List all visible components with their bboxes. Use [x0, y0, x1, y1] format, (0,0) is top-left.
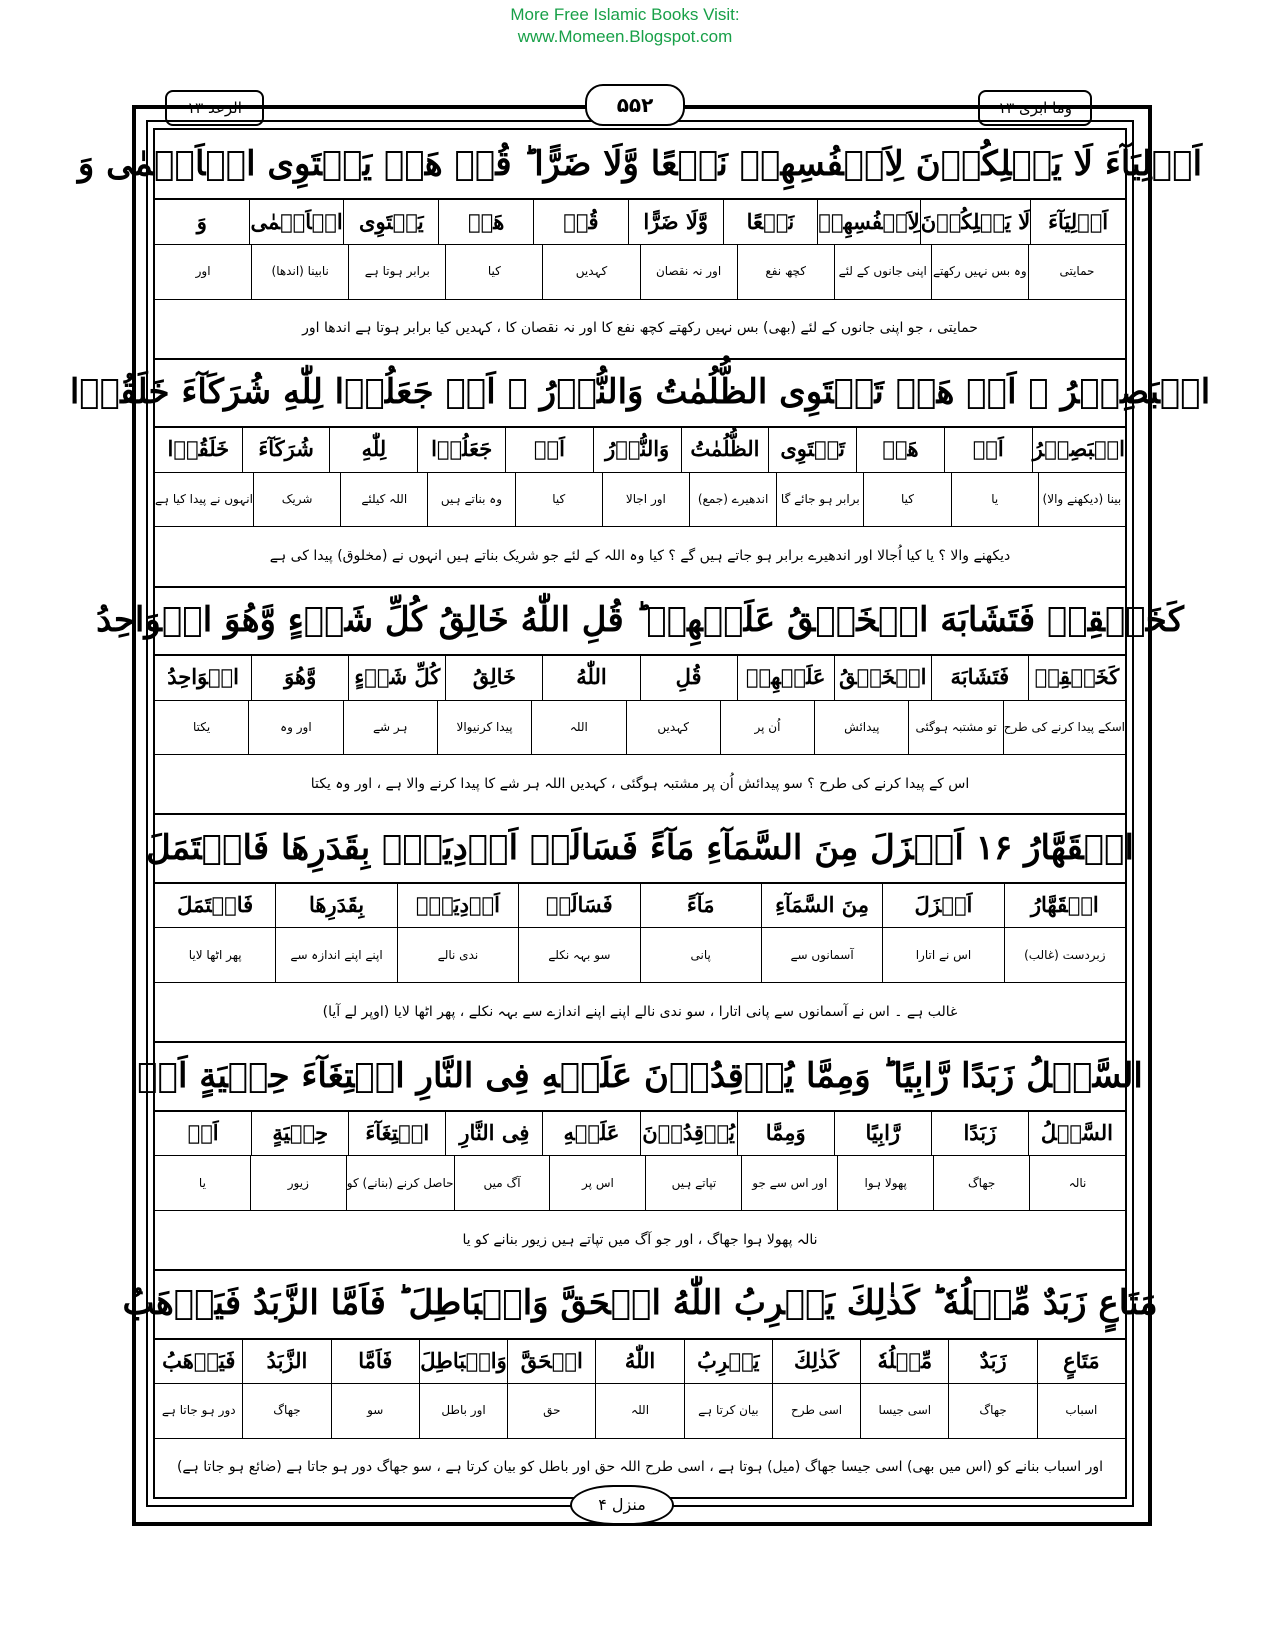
- word-cell: بِقَدَرِهَا: [275, 882, 396, 928]
- meaning-cell: اور نہ نقصان: [640, 244, 737, 299]
- meaning-cell: اسکے پیدا کرنے کی طرح: [1003, 700, 1125, 755]
- word-cell: الزَّبَدُ: [242, 1338, 330, 1384]
- verse-line: اَوۡلِيَآءَ لَا يَمۡلِكُوۡنَ لِاَنۡفُسِهِمۡ نَفۡعًا وَّلَا ضَرًّا ؕ قُلۡ هَلۡ يَسۡتَوِى الۡاَعۡمٰى وَ: [155, 130, 1125, 200]
- word-cell: كَذٰلِكَ: [772, 1338, 860, 1384]
- word-cell: لَا يَمۡلِكُوۡنَ: [920, 198, 1031, 244]
- meaning-cell: یا: [951, 472, 1038, 527]
- meaning-cell: آسمانوں سے: [761, 927, 882, 982]
- word-cell: هَلۡ: [438, 198, 533, 244]
- meaning-cell: شریک: [253, 472, 340, 527]
- word-cell: خَلَقُوۡا: [167, 436, 230, 462]
- word-row: [155, 1110, 1125, 1157]
- word-cell: نَفۡعًا: [723, 198, 818, 244]
- translation-line: غالب ہے ۔ اس نے آسمانوں سے پانی اتارا ، سو ندی نالے اپنے اپنے اندازے سے بہہ نکلے ، پھر اٹھا لایا (اوپر لے آیا): [155, 982, 1125, 1043]
- word-cell: وَالنُّوۡرُ: [593, 426, 681, 472]
- meaning-row: [155, 1383, 1125, 1439]
- meaning-cell: اللہ: [595, 1383, 683, 1438]
- word-cell: السَّيۡلُ: [1028, 1110, 1125, 1156]
- meaning-cell: نالہ: [1029, 1155, 1125, 1210]
- meaning-cell: اور: [195, 264, 211, 279]
- word-cell: شُرَكَآءَ: [242, 426, 330, 472]
- word-row: [155, 426, 1125, 473]
- verse-line: مَتَاعٍ زَبَدٌ مِّثۡلُهٗ ؕ كَذٰلِكَ يَضۡرِبُ اللّٰهُ الۡحَقَّ وَالۡبَاطِلَ ؕ فَاَمَّا الزَّبَدُ فَيَذۡهَبُ: [155, 1269, 1125, 1339]
- word-cell: جَعَلُوۡا: [417, 426, 505, 472]
- meaning-cell: اور وہ: [248, 700, 342, 755]
- meaning-cell: اللہ کیلئے: [340, 472, 427, 527]
- surah-label: الرعد ۱۳: [165, 90, 264, 126]
- meaning-cell: پیدا کرنیوالا: [437, 700, 531, 755]
- meaning-cell: اندھیرے (جمع): [689, 472, 776, 527]
- word-cell: وَّهُوَ: [251, 654, 348, 700]
- meaning-row: [155, 1155, 1125, 1211]
- meaning-cell: سو: [331, 1383, 419, 1438]
- word-cell: كُلِّ شَىۡءٍ: [348, 654, 445, 700]
- word-cell: لِلّٰهِ: [329, 426, 417, 472]
- word-cell: اَوۡدِيَةٌۢ: [397, 882, 518, 928]
- promo-line-1: More Free Islamic Books Visit:: [510, 5, 740, 24]
- meaning-cell: تو مشتبہ ہوگئی: [908, 700, 1002, 755]
- meaning-row: [155, 700, 1125, 756]
- word-cell: فَتَشَابَهَ: [931, 654, 1028, 700]
- meaning-cell: اپنی جانوں کے لئے: [834, 244, 931, 299]
- manzil-label: منزل ۴: [570, 1485, 674, 1525]
- translation-line: دیکھنے والا ؟ یا کیا اُجالا اور اندھیرے برابر ہو جاتے ہیں گے ؟ کیا وہ اللہ کے لئے جو شریک بناتے ہیں انہوں نے (مخلوق) پیدا کی ہے: [155, 526, 1125, 587]
- word-cell: قُلِ: [640, 654, 737, 700]
- meaning-cell: اور اجالا: [602, 472, 689, 527]
- verse-line: الۡقَهَّارُ ۱۶ اَنۡزَلَ مِنَ السَّمَآءِ مَآءً فَسَالَتۡ اَوۡدِيَةٌۢ بِقَدَرِهَا فَاحۡتَمَلَ: [155, 814, 1125, 884]
- word-cell: قُلۡ: [533, 198, 628, 244]
- meaning-cell: حاصل کرنے (بنانے) کو: [346, 1155, 454, 1210]
- word-cell: ابۡتِغَآءَ: [348, 1110, 445, 1156]
- word-cell: يَضۡرِبُ: [684, 1338, 772, 1384]
- word-cell: مِّثۡلُهٗ: [860, 1338, 948, 1384]
- meaning-cell: کیا: [515, 472, 602, 527]
- meaning-cell: دور ہو جاتا ہے: [161, 1403, 236, 1418]
- meaning-cell: کہدیں: [542, 244, 639, 299]
- word-cell: تَسۡتَوِى: [768, 426, 856, 472]
- word-cell: اللّٰهُ: [542, 654, 639, 700]
- word-cell: وَالۡبَاطِلَ: [419, 1338, 507, 1384]
- meaning-cell: کیا: [445, 244, 542, 299]
- word-row: [155, 654, 1125, 701]
- meaning-cell: اور اس سے جو: [741, 1155, 837, 1210]
- word-cell: الظُّلُمٰتُ: [681, 426, 769, 472]
- word-cell: مَآءً: [640, 882, 761, 928]
- word-cell: عَلَيۡهِمۡ: [737, 654, 834, 700]
- word-cell: فَسَالَتۡ: [518, 882, 639, 928]
- meaning-cell: اپنے اپنے اندازہ سے: [275, 927, 396, 982]
- meaning-cell: پھر اٹھا لایا: [188, 947, 242, 962]
- word-cell: اللّٰهُ: [595, 1338, 683, 1384]
- meaning-cell: کہدیں: [626, 700, 720, 755]
- word-cell: اَمۡ: [944, 426, 1032, 472]
- word-cell: الۡوَاحِدُ: [167, 664, 239, 690]
- word-cell: فَيَذۡهَبُ: [162, 1347, 236, 1373]
- word-cell: وَّلَا ضَرًّا: [628, 198, 723, 244]
- word-cell: الۡبَصِيۡرُ: [1032, 426, 1125, 472]
- meaning-cell: ہر شے: [343, 700, 437, 755]
- word-cell: كَخَلۡقِهٖ: [1028, 654, 1125, 700]
- translation-line: اور اسباب بنانے کو (اس میں بھی) اسی جیسا جھاگ (میل) ہوتا ہے ، اسی طرح اللہ حق اور باطل کو بیان کرتا ہے ، سو جھاگ دور ہو جاتا ہے (ضائع ہو جاتا ہے): [176, 1459, 1104, 1476]
- meaning-cell: اسباب: [1037, 1383, 1125, 1438]
- meaning-cell: آگ میں: [454, 1155, 550, 1210]
- meaning-cell: اللہ: [531, 700, 625, 755]
- meaning-cell: انہوں نے پیدا کیا ہے: [154, 492, 253, 507]
- meaning-row: [155, 244, 1125, 300]
- word-row: [155, 198, 1125, 245]
- meaning-cell: کیا: [863, 472, 950, 527]
- word-cell: وَ: [196, 208, 207, 234]
- meaning-cell: اس نے اتارا: [882, 927, 1003, 982]
- meaning-cell: جھاگ: [242, 1383, 330, 1438]
- text-panel: [69, 128, 1211, 1499]
- meaning-cell: پھولا ہوا: [837, 1155, 933, 1210]
- word-cell: الۡقَهَّارُ: [1004, 882, 1125, 928]
- word-cell: اَوۡ: [187, 1119, 219, 1145]
- word-cell: زَبَدٌ: [948, 1338, 1036, 1384]
- meaning-cell: بینا (دیکھنے والا): [1038, 472, 1125, 527]
- meaning-row: [155, 927, 1125, 983]
- meaning-cell: وہ بس نہیں رکھتے: [931, 244, 1028, 299]
- word-row: [155, 882, 1125, 929]
- meaning-cell: اسی طرح: [772, 1383, 860, 1438]
- word-cell: مَتَاعٍ: [1037, 1338, 1125, 1384]
- word-cell: خَالِقُ: [445, 654, 542, 700]
- word-cell: وَمِمَّا: [737, 1110, 834, 1156]
- meaning-cell: کچھ نفع: [737, 244, 834, 299]
- meaning-cell: یا: [198, 1175, 206, 1190]
- translation-line: حمایتی ، جو اپنی جانوں کے لئے (بھی) بس نہیں رکھتے کچھ نفع کا اور نہ نقصان کا ، کہدیں کیا برابر ہوتا ہے اندھا اور: [155, 299, 1125, 360]
- meaning-cell: یکتا: [192, 719, 211, 734]
- verse-line: الۡبَصِيۡرُ ۙ اَمۡ هَلۡ تَسۡتَوِى الظُّلُمٰتُ وَالنُّوۡرُ ۚ اَمۡ جَعَلُوۡا لِلّٰهِ شُرَكَآءَ خَلَقُوۡا: [155, 358, 1125, 428]
- word-cell: اَنۡزَلَ: [882, 882, 1003, 928]
- promo-banner: [0, 4, 1250, 48]
- meaning-cell: اس پر: [549, 1155, 645, 1210]
- meaning-cell: نابینا (اندھا): [251, 244, 348, 299]
- meaning-cell: حمایتی: [1028, 244, 1125, 299]
- word-cell: فَاحۡتَمَلَ: [177, 892, 254, 918]
- word-row: [155, 1338, 1125, 1385]
- word-cell: حِلۡيَةٍ: [251, 1110, 348, 1156]
- meaning-cell: اسی جیسا: [860, 1383, 948, 1438]
- meaning-cell: حق: [507, 1383, 595, 1438]
- word-cell: يَسۡتَوِى: [343, 198, 438, 244]
- word-cell: مِنَ السَّمَآءِ: [761, 882, 882, 928]
- meaning-cell: ندی نالے: [397, 927, 518, 982]
- meaning-cell: سو بہہ نکلے: [518, 927, 639, 982]
- meaning-cell: اور باطل: [419, 1383, 507, 1438]
- meaning-cell: زبردست (غالب): [1004, 927, 1125, 982]
- meaning-cell: بیان کرتا ہے: [684, 1383, 772, 1438]
- word-cell: اَوۡلِيَآءَ: [1030, 198, 1125, 244]
- promo-link[interactable]: www.Momeen.Blogspot.com: [517, 27, 733, 46]
- translation-line: اس کے پیدا کرنے کی طرح ؟ سو پیدائش اُن پر مشتبہ ہوگئی ، کہدیں اللہ ہر شے کا پیدا کرنے والا ہے ، اور وہ یکتا: [155, 754, 1125, 815]
- word-cell: فَاَمَّا: [331, 1338, 419, 1384]
- word-cell: اَمۡ: [505, 426, 593, 472]
- meaning-cell: پانی: [640, 927, 761, 982]
- translation-line: نالہ پھولا ہوا جھاگ ، اور جو آگ میں تپاتے ہیں زیور بنانے کو یا: [155, 1210, 1125, 1271]
- meaning-cell: تپاتے ہیں: [645, 1155, 741, 1210]
- word-cell: لِاَنۡفُسِهِمۡ: [817, 198, 919, 244]
- word-cell: الۡحَقَّ: [507, 1338, 595, 1384]
- word-cell: عَلَيۡهِ: [542, 1110, 639, 1156]
- verse-line: كَخَلۡقِهٖ فَتَشَابَهَ الۡخَلۡقُ عَلَيۡهِمۡ ؕ قُلِ اللّٰهُ خَالِقُ كُلِّ شَىۡءٍ وَّهُوَ الۡوَاحِدُ: [155, 586, 1125, 656]
- word-cell: زَبَدًا: [931, 1110, 1028, 1156]
- word-cell: الۡخَلۡقُ: [834, 654, 931, 700]
- meaning-row: [155, 472, 1125, 528]
- meaning-cell: برابر ہو جائے گا: [776, 472, 863, 527]
- word-cell: فِى النَّارِ: [445, 1110, 542, 1156]
- word-cell: رَّابِيًا: [834, 1110, 931, 1156]
- word-cell: هَلۡ: [856, 426, 944, 472]
- meaning-cell: وہ بناتے ہیں: [427, 472, 514, 527]
- para-label: وما ابری ۱۳: [978, 90, 1092, 126]
- meaning-cell: جھاگ: [948, 1383, 1036, 1438]
- verse-line: السَّيۡلُ زَبَدًا رَّابِيًا ؕ وَمِمَّا يُوۡقِدُوۡنَ عَلَيۡهِ فِى النَّارِ ابۡتِغَآءَ حِلۡيَةٍ اَوۡ: [155, 1041, 1125, 1111]
- page-number: ۵۵۲: [585, 84, 685, 126]
- meaning-cell: برابر ہوتا ہے: [348, 244, 445, 299]
- word-cell: الۡاَعۡمٰى: [249, 198, 344, 244]
- meaning-cell: پیدائش: [814, 700, 908, 755]
- meaning-cell: جھاگ: [933, 1155, 1029, 1210]
- meaning-cell: زیور: [250, 1155, 346, 1210]
- meaning-cell: اُن پر: [720, 700, 814, 755]
- word-cell: يُوۡقِدُوۡنَ: [640, 1110, 737, 1156]
